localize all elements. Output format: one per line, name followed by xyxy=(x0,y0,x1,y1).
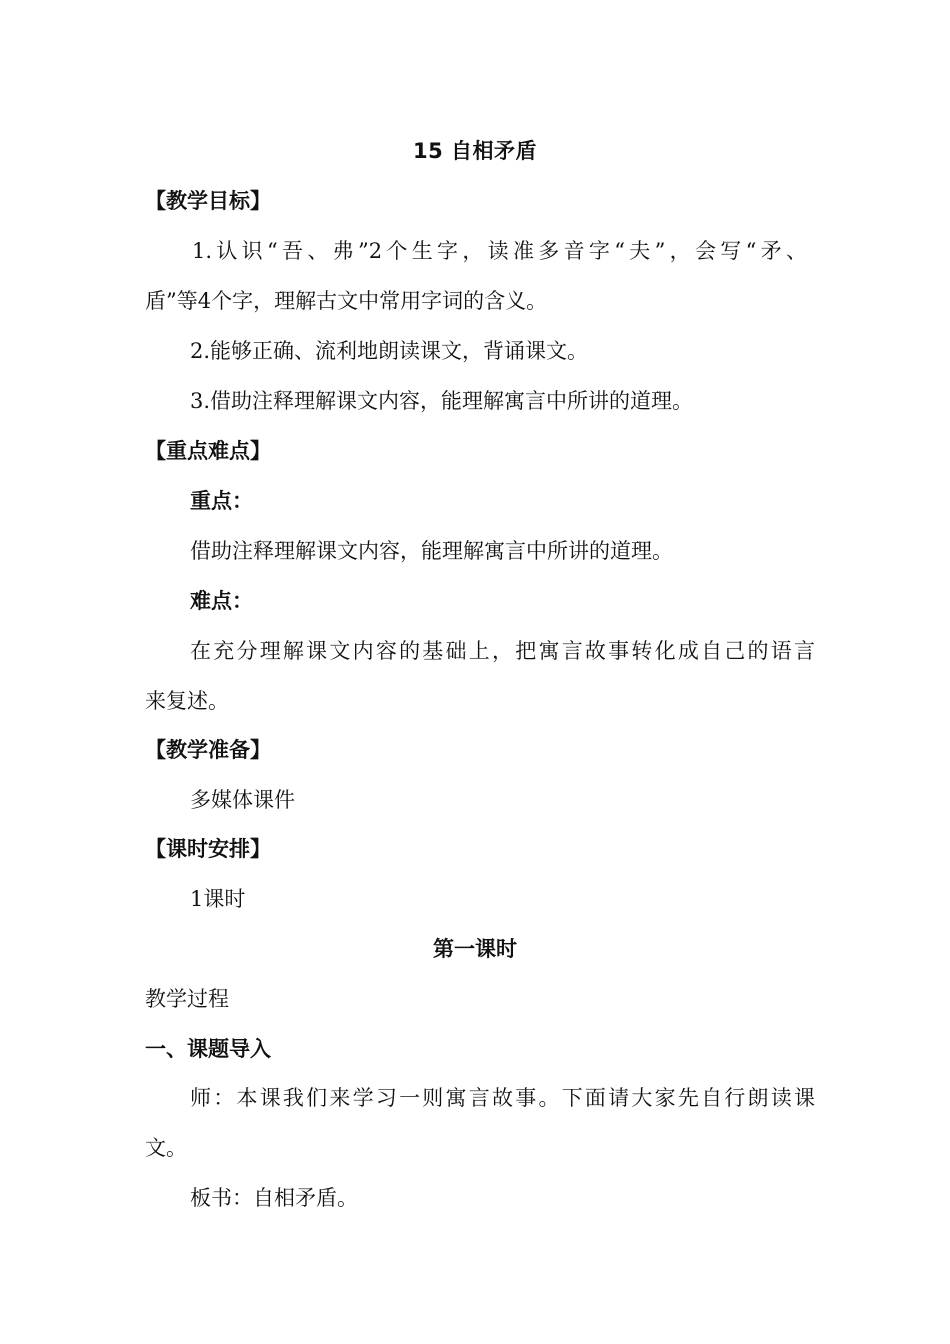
schedule-heading: 【课时安排】 xyxy=(145,837,271,861)
objective-3: 3.借助注释理解课文内容，能理解寓言中所讲的道理。 xyxy=(190,389,694,413)
objective-2: 2.能够正确、流利地朗读课文，背诵课文。 xyxy=(190,339,589,363)
part-1-heading: 一、课题导入 xyxy=(145,1037,271,1061)
difficulty-text-line-1: 在充分理解课文内容的基础上，把寓言故事转化成自己的语言 xyxy=(190,639,815,663)
key-point-label: 重点： xyxy=(190,489,253,513)
preparation-text: 多媒体课件 xyxy=(190,788,295,812)
objectives-heading: 【教学目标】 xyxy=(145,189,271,213)
objective-1-line-2: 盾”等4个字，理解古文中常用字词的含义。 xyxy=(145,289,548,313)
teacher-speech-line-1: 师：本课我们来学习一则寓言故事。下面请大家先自行朗读课 xyxy=(190,1086,815,1110)
document-title: 15 自相矛盾 xyxy=(412,139,538,163)
difficulty-text-line-2: 来复述。 xyxy=(145,689,229,713)
board-writing: 板书：自相矛盾。 xyxy=(190,1186,358,1210)
schedule-text: 1课时 xyxy=(190,887,246,911)
key-point-text: 借助注释理解课文内容，能理解寓言中所讲的道理。 xyxy=(190,539,673,563)
difficulty-label: 难点： xyxy=(190,589,253,613)
teacher-speech-line-2: 文。 xyxy=(145,1136,187,1160)
process-label: 教学过程 xyxy=(145,987,229,1011)
objective-1-line-1: 1.认识“吾、弗”2个生字，读准多音字“夫”，会写“矛、 xyxy=(192,239,807,263)
preparation-heading: 【教学准备】 xyxy=(145,738,271,762)
key-points-heading: 【重点难点】 xyxy=(145,439,271,463)
lesson-title: 第一课时 xyxy=(433,937,517,961)
